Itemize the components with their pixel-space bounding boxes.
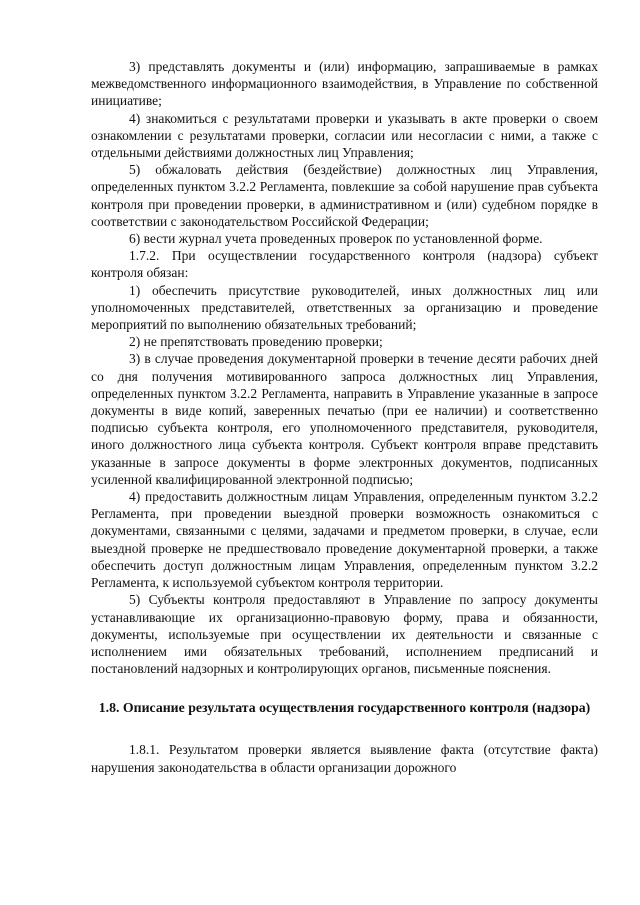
paragraph-1-7-2: 1.7.2. При осуществлении государственного контроля (надзора) субъект контроля обязан: xyxy=(91,248,598,281)
paragraph-duty-3: 3) в случае проведения документарной проверки в течение десяти рабочих дней со дня получения мотивированного запроса должностных лиц Управления, определенных пунктом 3.2.2 Регламента, направить в Управление указанные в запросе документы в виде копий, заверенных печатью (при ее наличии) и соответственно подписью субъекта контроля, его уполномоченного представителя, руководителя, иного должностного лица субъекта контроля. Субъект контроля вправе представить указанные в запросе документы в форме электронных документов, подписанных усиленной квалифицированной электронной подписью; xyxy=(91,351,598,487)
paragraph-right-6: 6) вести журнал учета проведенных проверок по установленной форме. xyxy=(129,231,543,247)
paragraph-duty-5: 5) Субъекты контроля предоставляют в Управление по запросу документы устанавливающие их организационно-правовую форму, права и обязанности, документы, используемые при осуществлении их деятельности и связанные с исполнением ими обязательных требований, исполнением предписаний и постановлений надзорных и контролирующих органов, письменные пояснения. xyxy=(91,592,598,677)
paragraph-duty-4: 4) предоставить должностным лицам Управления, определенным пунктом 3.2.2 Регламента, при проведении выездной проверки возможность ознакомиться с документами, связанными с целями, задачами и предметом проверки, в случае, если выездной проверке не предшествовало проведение документарной проверки, а также обеспечить доступ должностным лицам Управления, определенным пунктом 3.2.2 Регламента, к используемой субъектом контроля территории. xyxy=(91,489,598,591)
paragraph-right-4: 4) знакомиться с результатами проверки и указывать в акте проверки о своем ознакомлении с результатами проверки, согласии или несогласии с ними, а также с отдельными действиями должностных лиц Управления; xyxy=(91,110,598,161)
paragraph-right-5: 5) обжаловать действия (бездействие) должностных лиц Управления, определенных пунктом 3.2.2 Регламента, повлекшие за собой нарушение прав субъекта контроля при проведении проверки, в административном и (или) судебном порядке в соответствии с законодательством Российской Федерации; xyxy=(91,162,598,229)
paragraph-1-8-1: 1.8.1. Результатом проверки является выявление факта (отсутствие факта) нарушения законодательства в области организации дорожного xyxy=(91,742,598,775)
document-page xyxy=(91,58,598,776)
section-heading-1-8: 1.8. Описание результата осуществления государственного контроля (надзора) xyxy=(98,700,591,716)
paragraph-duty-2: 2) не препятствовать проведению проверки; xyxy=(129,334,383,350)
paragraph-right-3: 3) представлять документы и (или) информацию, запрашиваемые в рамках межведомственного информационного взаимодействия, в Управление по собственной инициативе; xyxy=(91,59,598,109)
paragraph-duty-1: 1) обеспечить присутствие руководителей, иных должностных лиц или уполномоченных представителей, ответственных за организацию и проведение мероприятий по выполнению обязательных требований; xyxy=(91,282,598,333)
